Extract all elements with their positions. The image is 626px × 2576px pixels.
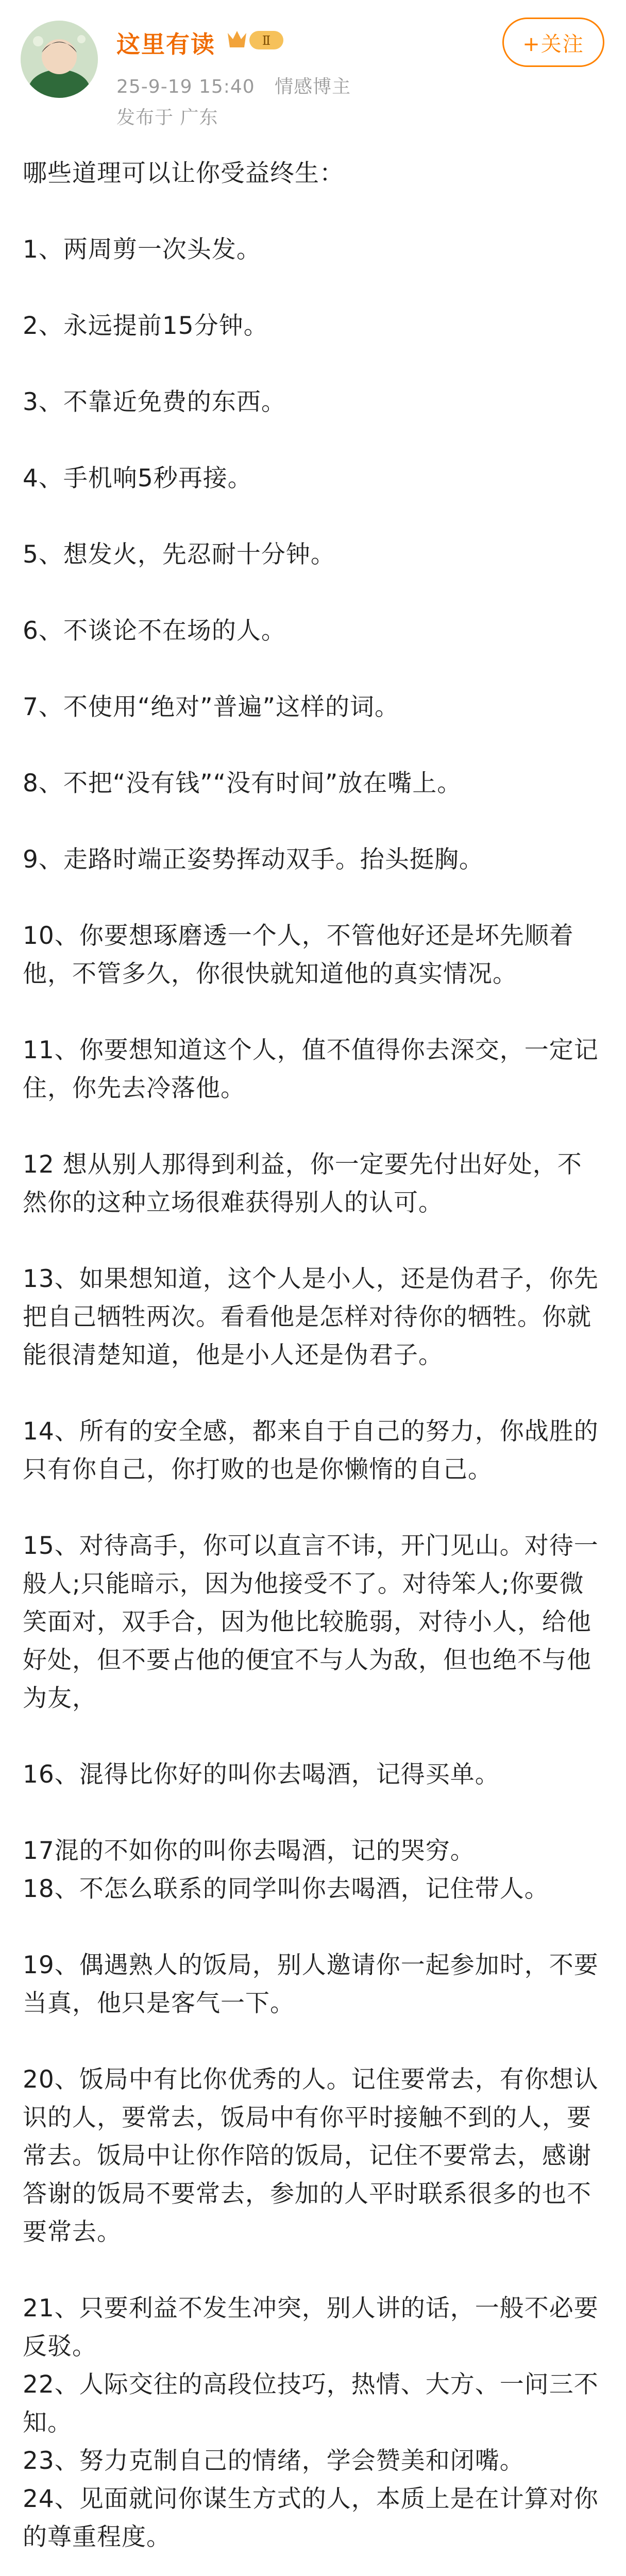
post-location: 发布于 广东 xyxy=(116,107,218,128)
post-header xyxy=(0,0,626,155)
username[interactable]: 这里有读 xyxy=(116,30,215,58)
list-item: 5、想发火，先忍耐十分钟。 xyxy=(23,540,335,569)
list-item: 20、饭局中有比你优秀的人。记住要常去，有你想认识的人，要常去，饭局中有你平时接触不到的人，要常去。饭局中让你作陪的饭局，记住不要常去，感谢答谢的饭局不要常去，参加的人平时联系很多的也不要常去。 xyxy=(23,2065,599,2246)
level-badge-text: Ⅱ xyxy=(262,33,271,48)
list-item: 19、偶遇熟人的饭局，别人邀请你一起参加时，不要当真，他只是客气一下。 xyxy=(23,1951,599,2018)
list-item: 7、不使用“绝对”普遍”这样的词。 xyxy=(23,693,399,721)
post-intro: 哪些道理可以让你受益终生： xyxy=(23,159,344,188)
author-tag: 情感博主 xyxy=(275,76,351,97)
list-item: 6、不谈论不在场的人。 xyxy=(23,617,286,645)
list-item: 22、人际交往的高段位技巧，热情、大方、一问三不知。 xyxy=(23,2370,599,2437)
list-item: 9、走路时端正姿势挥动双手。抬头挺胸。 xyxy=(23,845,484,874)
post-meta xyxy=(116,72,364,98)
list-item: 3、不靠近免费的东西。 xyxy=(23,388,286,416)
list-item: 21、只要利益不发生冲突，别人讲的话，一般不必要反驳。 xyxy=(23,2294,599,2361)
post-body xyxy=(23,155,604,2576)
list-item: 16、混得比你好的叫你去喝酒，记得买单。 xyxy=(23,1760,500,1789)
list-item: 4、手机响5秒再接。 xyxy=(23,464,252,493)
list-item: 17混的不如你的叫你去喝酒，记的哭穷。 xyxy=(23,1837,475,1865)
list-item: 24、见面就问你谋生方式的人，本质上是在计算对你的尊重程度。 xyxy=(23,2485,599,2551)
list-item: 1、两周剪一次头发。 xyxy=(23,235,261,264)
list-item: 11、你要想知道这个人，值不值得你去深交，一定记住，你先去冷落他。 xyxy=(23,1036,599,1103)
list-item: 13、如果想知道，这个人是小人，还是伪君子，你先把自己牺牲两次。看看他是怎样对待你的牺牲。你就能很清楚知道，他是小人还是伪君子。 xyxy=(23,1265,599,1369)
list-item: 18、不怎么联系的同学叫你去喝酒，记住带人。 xyxy=(23,1875,549,1903)
list-item: 15、对待高手，你可以直言不讳，开门见山。对待一般人;只能暗示，因为他接受不了。对待笨人;你要微笑面对，双手合，因为他比较脆弱，对待小人，给他好处，但不要占他的便宜不与人为敌，但也绝不与他为友， xyxy=(23,1532,599,1713)
list-item: 10、你要想琢磨透一个人，不管他好还是坏先顺着他，不管多久，你很快就知道他的真实情况。 xyxy=(23,922,574,988)
follow-button[interactable]: +关注 xyxy=(502,18,604,67)
list-item: 23、努力克制自己的情绪，学会赞美和闭嘴。 xyxy=(23,2447,525,2475)
avatar[interactable] xyxy=(21,21,98,98)
list-item: 12 想从别人那得到利益，你一定要先付出好处，不然你的这种立场很难获得别人的认可。 xyxy=(23,1150,582,1217)
list-item: 14、所有的安全感，都来自于自己的努力，你战胜的只有你自己，你打败的也是你懒惰的自己。 xyxy=(23,1417,599,1484)
list-item: 2、永远提前15分钟。 xyxy=(23,312,268,340)
list-item: 8、不把“没有钱”“没有时间”放在嘴上。 xyxy=(23,769,462,798)
level-badge-icon xyxy=(225,28,285,52)
post-date: 25-9-19 15:40 xyxy=(116,76,255,97)
